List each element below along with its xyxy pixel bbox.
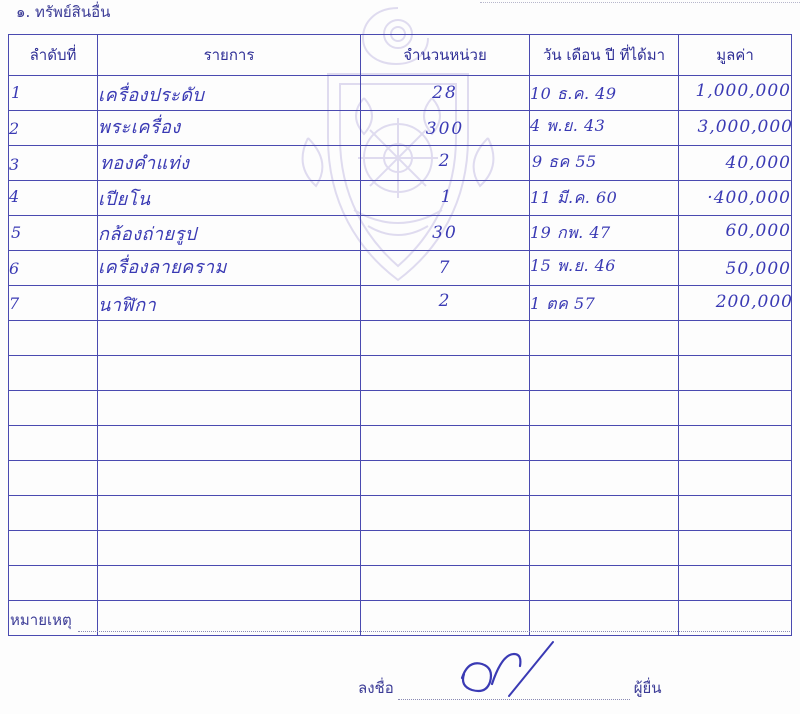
cell-date[interactable] — [530, 426, 679, 461]
cell-no[interactable]: 1 — [9, 76, 98, 111]
table-row — [9, 391, 792, 426]
note-dotted-line[interactable] — [78, 619, 790, 632]
cell-value[interactable] — [679, 426, 792, 461]
cell-date[interactable] — [530, 461, 679, 496]
cell-qty[interactable]: 30 — [361, 216, 530, 251]
cell-item[interactable] — [98, 566, 361, 601]
table-row — [9, 76, 792, 111]
cell-item[interactable]: เครื่องประดับ — [98, 76, 361, 111]
table-row — [9, 531, 792, 566]
table-body — [9, 76, 792, 636]
cell-no[interactable] — [9, 461, 98, 496]
table-row — [9, 356, 792, 391]
cell-date[interactable] — [530, 531, 679, 566]
column-header-no: ลำดับที่ — [9, 35, 98, 76]
cell-value[interactable]: 60,000 — [679, 216, 792, 251]
cell-date[interactable]: 1 ตค 57 — [530, 286, 679, 321]
table-row — [9, 461, 792, 496]
cell-qty[interactable] — [361, 321, 530, 356]
cell-date[interactable]: 10 ธ.ค. 49 — [530, 76, 679, 111]
cell-no[interactable]: 3 — [9, 146, 98, 181]
note-label: หมายเหตุ — [10, 611, 72, 629]
cell-value[interactable]: 1,000,000 — [679, 76, 792, 111]
cell-no[interactable]: 6 — [9, 251, 98, 286]
cell-date[interactable]: 9 ธค 55 — [530, 146, 679, 181]
cell-value[interactable] — [679, 496, 792, 531]
table-row — [9, 251, 792, 286]
cell-no[interactable] — [9, 391, 98, 426]
table-row — [9, 566, 792, 601]
cell-item[interactable]: เปียโน — [98, 181, 361, 216]
cell-value[interactable] — [679, 391, 792, 426]
cell-qty[interactable]: 28 — [361, 76, 530, 111]
cell-value[interactable] — [679, 531, 792, 566]
cell-qty[interactable] — [361, 461, 530, 496]
signature-dotted-line[interactable] — [398, 687, 630, 700]
cell-value[interactable] — [679, 321, 792, 356]
cell-value[interactable]: 50,000 — [679, 251, 792, 286]
signature-label: ลงชื่อ — [358, 679, 394, 697]
cell-item[interactable] — [98, 391, 361, 426]
cell-date[interactable]: 11 มี.ค. 60 — [530, 181, 679, 216]
cell-no[interactable]: 2 — [9, 111, 98, 146]
table-row — [9, 111, 792, 146]
table-header — [9, 35, 792, 76]
cell-item[interactable] — [98, 531, 361, 566]
cell-no[interactable]: 5 — [9, 216, 98, 251]
cell-no[interactable] — [9, 356, 98, 391]
assets-table — [8, 34, 792, 636]
cell-qty[interactable]: 2 — [361, 286, 530, 321]
cell-qty[interactable] — [361, 426, 530, 461]
cell-item[interactable]: เครื่องลายคราม — [98, 251, 361, 286]
cell-qty[interactable] — [361, 356, 530, 391]
cell-date[interactable]: 4 พ.ย. 43 — [530, 111, 679, 146]
section-heading: ๑. ทรัพย์สินอื่น — [16, 3, 111, 21]
cell-value[interactable]: 3,000,000 — [679, 111, 792, 146]
cell-date[interactable] — [530, 356, 679, 391]
cell-date[interactable]: 15 พ.ย. 46 — [530, 251, 679, 286]
column-header-item: รายการ — [98, 35, 361, 76]
table-header-row — [9, 35, 792, 76]
assets-table-wrapper — [8, 34, 793, 636]
cell-item[interactable] — [98, 461, 361, 496]
cell-item[interactable]: พระเครื่อง — [98, 111, 361, 146]
signature-row — [358, 676, 698, 700]
cell-no[interactable]: 4 — [9, 181, 98, 216]
cell-no[interactable] — [9, 531, 98, 566]
table-row — [9, 426, 792, 461]
cell-value[interactable]: 40,000 — [679, 146, 792, 181]
cell-no[interactable] — [9, 426, 98, 461]
table-row — [9, 181, 792, 216]
cell-no[interactable] — [9, 321, 98, 356]
cell-item[interactable]: นาฬิกา — [98, 286, 361, 321]
cell-value[interactable]: 200,000 — [679, 286, 792, 321]
column-header-date: วัน เดือน ปี ที่ได้มา — [530, 35, 679, 76]
cell-no[interactable] — [9, 496, 98, 531]
cell-qty[interactable]: 2 — [361, 146, 530, 181]
cell-date[interactable] — [530, 566, 679, 601]
column-header-qty: จำนวนหน่วย — [361, 35, 530, 76]
cell-item[interactable] — [98, 321, 361, 356]
table-row — [9, 146, 792, 181]
cell-value[interactable] — [679, 566, 792, 601]
cell-value[interactable] — [679, 461, 792, 496]
table-row — [9, 216, 792, 251]
cell-qty[interactable] — [361, 531, 530, 566]
cell-date[interactable] — [530, 391, 679, 426]
cell-date[interactable]: 19 กพ. 47 — [530, 216, 679, 251]
cell-qty[interactable] — [361, 566, 530, 601]
signature-suffix-label: ผู้ยื่น — [633, 679, 662, 697]
cell-no[interactable] — [9, 566, 98, 601]
table-row — [9, 286, 792, 321]
cell-qty[interactable]: 1 — [361, 181, 530, 216]
cell-item[interactable] — [98, 426, 361, 461]
cell-item[interactable]: กล้องถ่ายรูป — [98, 216, 361, 251]
cell-value[interactable]: ·400,000 — [679, 181, 792, 216]
table-row — [9, 496, 792, 531]
cell-item[interactable]: ทองคำแท่ง — [98, 146, 361, 181]
cell-qty[interactable]: 7 — [361, 251, 530, 286]
cell-value[interactable] — [679, 356, 792, 391]
top-dotted-rule — [480, 2, 800, 3]
note-row — [10, 608, 790, 632]
cell-item[interactable] — [98, 356, 361, 391]
cell-no[interactable]: 7 — [9, 286, 98, 321]
cell-date[interactable] — [530, 496, 679, 531]
cell-date[interactable] — [530, 321, 679, 356]
cell-qty[interactable] — [361, 496, 530, 531]
cell-item[interactable] — [98, 496, 361, 531]
table-row — [9, 321, 792, 356]
column-header-value: มูลค่า — [679, 35, 792, 76]
cell-qty[interactable] — [361, 391, 530, 426]
cell-qty[interactable]: 300 — [361, 111, 530, 146]
